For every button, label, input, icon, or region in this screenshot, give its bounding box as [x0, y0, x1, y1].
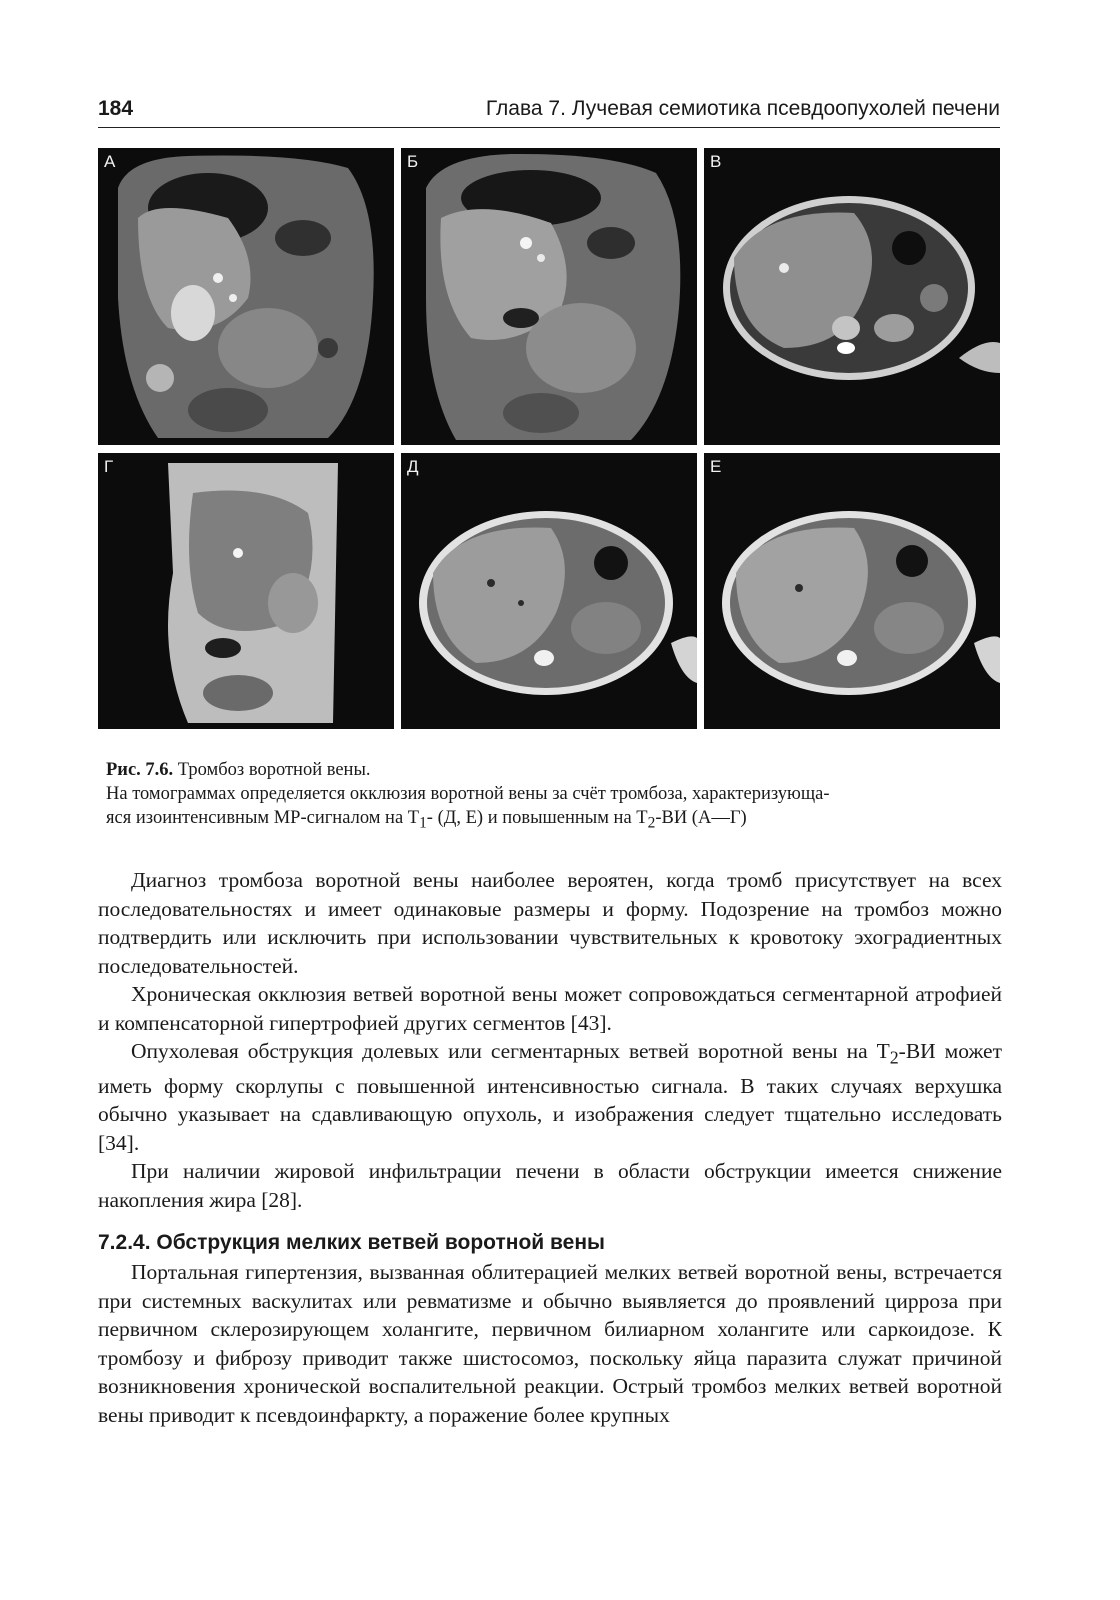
caption-label: Рис. 7.6.	[106, 760, 174, 780]
mri-panel-f	[704, 453, 1000, 729]
panel-label-e: Д	[407, 457, 419, 476]
paragraph-5: Портальная гипертензия, вызванная облитерацией мелких ветвей воротной вены, встречается при системных васкулитах или ревматизме и обычно выявляется до проявлений цирроза при первичном склерозирующем холангите, первичном билиарном холангите или саркоидозе. К тромбозу и фиброзу приводит также шистосомоз, поскольку яйца паразита служат причиной возникновения хронической воспалительной реакции. Острый тромбоз мелких ветвей воротной вены приводит к псевдоинфаркту, а поражение более крупных	[98, 1260, 1002, 1427]
paragraph-3-part-b: -ВИ может иметь форму скорлупы с повышенной интенсивностью сигнала. В таких случаях верхушка обычно указывает на сдавливающую опухоль, и изображения следует тщательно исследовать [34].	[98, 1039, 1002, 1155]
caption-line-2	[106, 806, 1002, 836]
caption-line-2-part-b: - (Д, Е) и повышенным на Т	[426, 808, 648, 828]
figure-caption	[106, 758, 1002, 836]
caption-subscript-2: 2	[647, 814, 656, 832]
panel-label-f: Е	[710, 457, 722, 476]
mri-panel-d	[98, 453, 394, 729]
caption-line-1: На томограммах определяется окклюзия воротной вены за счёт тромбоза, характеризующа-	[106, 784, 830, 804]
caption-line-2-part-a: яся изоинтенсивным МР-сигналом на Т	[106, 808, 420, 828]
caption-title-line	[106, 758, 1002, 782]
axial-mri-image-c	[704, 148, 1000, 445]
caption-title: Тромбоз воротной вены.	[177, 760, 371, 780]
sagittal-mri-image-d	[98, 453, 394, 729]
panel-label-a: А	[104, 152, 116, 171]
axial-mri-image-f	[704, 453, 1000, 729]
section-heading: 7.2.4. Обструкция мелких ветвей воротной вены	[98, 1231, 605, 1255]
paragraph-1: Диагноз тромбоза воротной вены наиболее вероятен, когда тромб присутствует на всех последовательностях и имеет одинаковые размеры и форму. Подозрение на тромбоз можно подтвердить или исключить при использовании чувствительных к кровотоку эхоградиентных последовательностей.	[98, 868, 1002, 978]
body-text	[98, 866, 1002, 1429]
coronal-mri-image-b	[401, 148, 697, 445]
axial-mri-image-e	[401, 453, 697, 729]
caption-subscript-1: 1	[419, 814, 427, 832]
paragraph-4: При наличии жировой инфильтрации печени в области обструкции имеется снижение накопления жира [28].	[98, 1159, 1002, 1212]
paragraph-3-subscript: 2	[889, 1047, 899, 1068]
page-number: 184	[98, 97, 134, 120]
coronal-mri-image-a	[98, 148, 394, 445]
running-head: Глава 7. Лучевая семиотика псевдоопухолей печени	[485, 97, 1000, 120]
paragraph-2: Хроническая окклюзия ветвей воротной вены может сопровождаться сегментарной атрофией и компенсаторной гипертрофией других сегментов [43].	[98, 982, 1002, 1035]
panel-label-b: Б	[407, 152, 419, 171]
panel-label-c: В	[710, 152, 722, 171]
mri-panel-a	[98, 148, 394, 445]
mri-panel-c	[704, 148, 1000, 445]
paragraph-3-part-a: Опухолевая обструкция долевых или сегментарных ветвей воротной вены на Т	[131, 1039, 890, 1063]
mri-panel-b	[401, 148, 697, 445]
panel-label-d: Г	[104, 457, 114, 476]
caption-line-2-part-c: -ВИ (А—Г)	[655, 808, 747, 828]
page-header	[98, 97, 1000, 128]
mri-panel-e	[401, 453, 697, 729]
paragraph-3	[98, 1037, 1002, 1157]
